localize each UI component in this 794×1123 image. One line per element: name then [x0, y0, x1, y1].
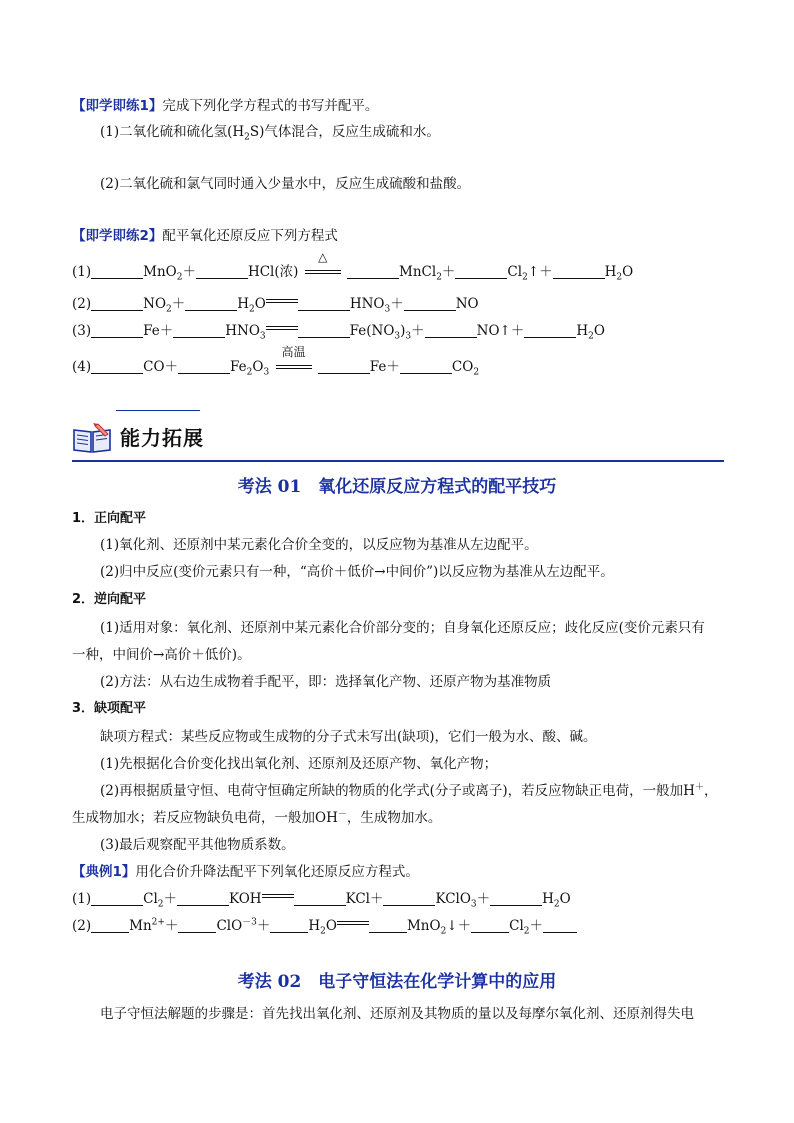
practice2-equation-3: (3) $Fe+ HNO_3$ $Fe(NO_3)_3+$ NO↑＋ $H_2O$ [72, 323, 605, 342]
answer-blank[interactable] [543, 918, 577, 933]
answer-blank[interactable] [178, 359, 230, 374]
answer-blank[interactable] [91, 296, 143, 311]
kaofa1-h3-p0: 缺项方程式：某些反应物或生成物的分子式未写出(缺项)，它们一般为水、酸、碱。 [100, 729, 597, 745]
section-title: 能力拓展 [120, 426, 204, 450]
kaofa1-heading-1: 1．正向配平 [72, 511, 147, 526]
equals-sign [266, 298, 298, 306]
answer-blank[interactable] [298, 323, 350, 338]
answer-blank[interactable] [294, 891, 346, 906]
answer-blank[interactable] [91, 891, 143, 906]
kaofa1-h3-p3: (3)最后观察配平其他物质系数。 [100, 837, 295, 853]
answer-blank[interactable] [553, 264, 605, 279]
practice1-q1: (1)二氧化硫和硫化氢$(H_2S)$气体混合，反应生成硫和水。 [100, 124, 440, 143]
practice2-prompt-line [72, 226, 338, 246]
answer-blank[interactable] [91, 264, 143, 279]
practice2-equation-4: (4) $CO+ Fe_2O_3$ 高温 $Fe+ CO_2$ [72, 345, 480, 378]
kaofa1-h2-p1a: (1)适用对象：氧化剂、还原剂中某元素化合价部分变的；自身氧化还原反应；歧化反应(变价元素只有 [100, 620, 705, 636]
example1-equation-1: (1) $Cl_2+$ KOH KCl＋ KClO$_3$＋ $H_2O$ [72, 891, 571, 910]
answer-blank[interactable] [185, 296, 237, 311]
answer-blank[interactable] [196, 264, 248, 279]
example1-equation-2: (2) $Mn^{2+}+ ClO^{-3}+ H_2O$ MnO$_2$↓＋ $Cl_2+$ [72, 916, 577, 936]
practice2-equation-2: (2) $NO_2+ H_2O$ $HNO_3+$ NO [72, 296, 479, 315]
answer-blank[interactable] [91, 359, 143, 374]
book-icon [72, 422, 112, 454]
kaofa1-h2-p1b: 一种，中间价→高价＋低价)。 [72, 647, 251, 663]
answer-blank[interactable] [524, 323, 576, 338]
reaction-condition-arrow: △ [303, 264, 343, 278]
kaofa1-h1-p1: (1)氧化剂、还原剂中某元素化合价全变的，以反应物为基准从左边配平。 [100, 537, 538, 553]
kaofa1-h3-p2b: 生成物加水；若反应物缺负电荷，一般加OH－，生成物加水。 [72, 809, 442, 826]
answer-blank[interactable] [318, 359, 370, 374]
answer-blank[interactable] [369, 918, 407, 933]
kaofa1-heading-2: 2．逆向配平 [72, 592, 147, 607]
kaofa2-title: 考法 02 电子守恒法在化学计算中的应用 [237, 972, 557, 992]
header-rule [72, 460, 724, 462]
answer-blank[interactable] [177, 891, 229, 906]
answer-blank[interactable] [490, 891, 542, 906]
answer-blank[interactable] [455, 264, 507, 279]
answer-blank[interactable] [425, 323, 477, 338]
answer-blank[interactable] [173, 323, 225, 338]
answer-blank[interactable] [347, 264, 399, 279]
equals-sign [337, 920, 369, 928]
example1-prompt: 用化合价升降法配平下列氧化还原反应方程式。 [135, 864, 419, 880]
equals-sign [266, 325, 298, 333]
reaction-condition-arrow: 高温 [274, 359, 314, 373]
kaofa1-h1-p2: (2)归中反应(变价元素只有一种，“高价＋低价→中间价”)以反应物为基准从左边配平。 [100, 564, 614, 580]
answer-blank[interactable] [178, 918, 216, 933]
practice1-prompt: 完成下列化学方程式的书写并配平。 [162, 98, 379, 114]
answer-blank[interactable] [471, 918, 509, 933]
example1-prompt-line [72, 862, 419, 882]
kaofa1-heading-3: 3．缺项配平 [72, 701, 147, 716]
header-top-line [116, 410, 200, 411]
example1-tag: 【典例1】 [72, 864, 136, 880]
kaofa1-h3-p1: (1)先根据化合价变化找出氧化剂、还原剂及还原产物、氧化产物； [100, 756, 498, 772]
practice2-prompt: 配平氧化还原反应下列方程式 [162, 228, 338, 244]
kaofa1-title: 考法 01 氧化还原反应方程式的配平技巧 [237, 477, 557, 497]
kaofa1-h3-p2a: (2)再根据质量守恒、电荷守恒确定所缺的物质的化学式(分子或离子)，若反应物缺正电荷，一般加H＋， [100, 782, 718, 799]
kaofa2-p1: 电子守恒法解题的步骤是：首先找出氧化剂、还原剂及其物质的量以及每摩尔氧化剂、还原剂得失电 [100, 1006, 694, 1022]
answer-blank[interactable] [298, 296, 350, 311]
answer-blank[interactable] [400, 359, 452, 374]
equals-sign [262, 893, 294, 901]
kaofa1-h2-p2: (2)方法：从右边生成物着手配平，即：选择氧化产物、还原产物为基准物质 [100, 674, 552, 690]
practice1-tag: 【即学即练1】 [72, 98, 163, 114]
practice2-tag: 【即学即练2】 [72, 228, 163, 244]
answer-blank[interactable] [91, 323, 143, 338]
answer-blank[interactable] [404, 296, 456, 311]
answer-blank[interactable] [383, 891, 435, 906]
practice1-prompt-line [72, 96, 378, 116]
practice2-equation-1: (1) MnO$_2$＋ HCl(浓) △ MnCl$_2$＋ $Cl_2↑+ H_2O$ [72, 250, 634, 283]
answer-blank[interactable] [270, 918, 308, 933]
section-header [72, 408, 724, 463]
answer-blank[interactable] [91, 918, 129, 933]
practice1-q2: (2)二氧化硫和氯气同时通入少量水中，反应生成硫酸和盐酸。 [100, 176, 471, 192]
